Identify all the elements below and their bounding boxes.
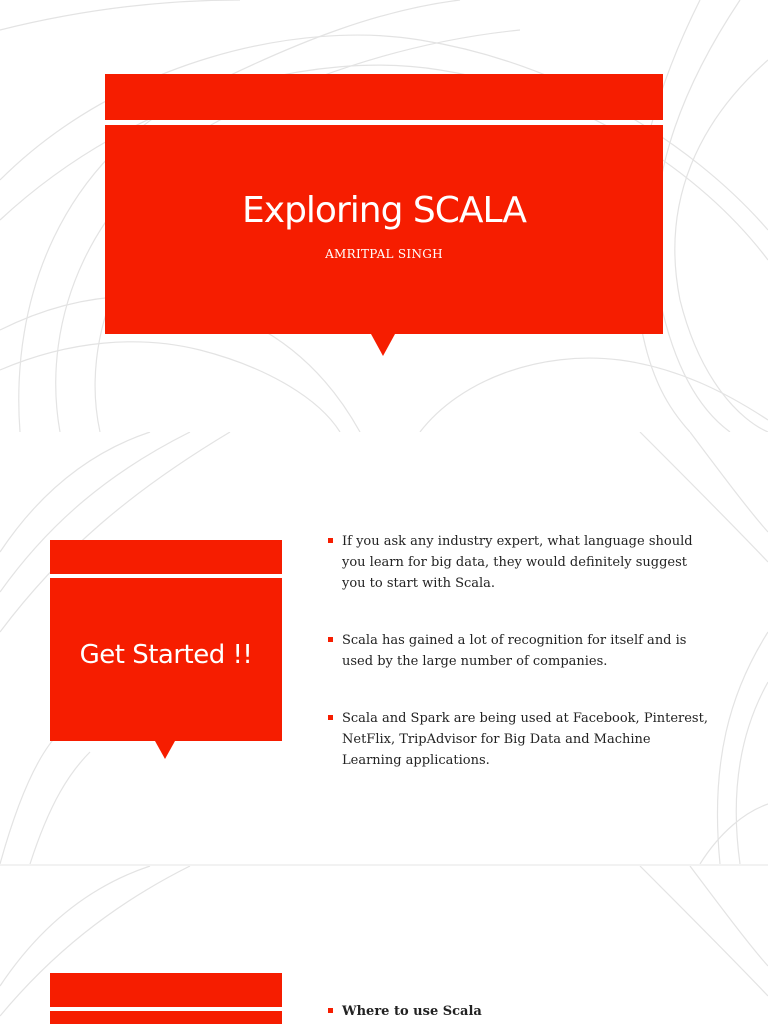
title-pointer	[371, 334, 395, 356]
slide-title-heading: Exploring SCALA	[242, 190, 526, 231]
bullet-list	[328, 1001, 713, 1022]
slide-author: AMRITPAL SINGH	[325, 247, 443, 261]
section-heading: Get Started !!	[79, 640, 253, 670]
slide-title	[0, 0, 768, 432]
bullet-item: If you ask any industry expert, what language should you learn for big data, they would definitely suggest you to start with Scala.	[328, 531, 713, 594]
title-top-band	[105, 74, 663, 120]
bullet-item: Where to use Scala	[328, 1001, 713, 1022]
section-top-band	[50, 540, 282, 574]
bullet-item: Scala and Spark are being used at Facebook, Pinterest, NetFlix, TripAdvisor for Big Data and Machine Learning applications.	[328, 708, 713, 771]
slide-get-started	[0, 432, 768, 864]
section-top-band	[50, 973, 282, 1007]
slide-where-to-use	[0, 866, 768, 1024]
bullet-list	[328, 531, 713, 771]
section-pointer	[155, 741, 175, 759]
section-main-block	[50, 1011, 282, 1024]
bullet-item: Scala has gained a lot of recognition for itself and is used by the large number of companies.	[328, 630, 713, 672]
